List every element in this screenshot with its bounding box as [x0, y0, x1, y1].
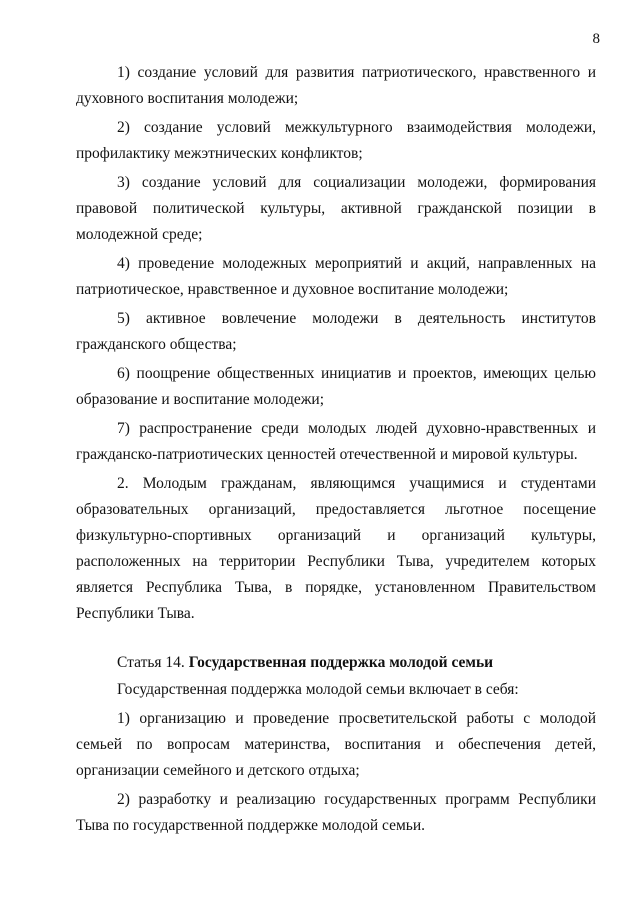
list-item: 3) создание условий для социализации молодежи, формирования правовой политической культуры, активной гражданской позиции в молодежной среде;	[76, 174, 596, 243]
article-title: Государственная поддержка молодой семьи	[188, 654, 494, 671]
list-item: 2) разработку и реализацию государственных программ Республики Тыва по государственной поддержке молодой семьи.	[76, 791, 596, 834]
clause-2: 2. Молодым гражданам, являющимся учащимися и студентами образовательных организаций, предоставляется льготное посещение физкультурно-спортивных организаций и организаций культуры, расположенных на территории Республики Тыва, учредителем которых является Республика Тыва, в порядке, установленном Правительством Республики Тыва.	[76, 475, 596, 622]
list-item: 4) проведение молодежных мероприятий и акций, направленных на патриотическое, нравственное и духовное воспитание молодежи;	[76, 255, 596, 298]
list-item: 6) поощрение общественных инициатив и проектов, имеющих целью образование и воспитание молодежи;	[76, 365, 596, 408]
page-number: 8	[592, 31, 600, 47]
list-item: 1) создание условий для развития патриотического, нравственного и духовного воспитания молодежи;	[76, 64, 596, 107]
list-item: 7) распространение среди молодых людей духовно-нравственных и гражданско-патриотических ценностей отечественной и мировой культуры.	[76, 420, 596, 463]
list-item: 2) создание условий межкультурного взаимодействия молодежи, профилактику межэтнических конфликтов;	[76, 119, 596, 162]
article-heading	[76, 650, 596, 676]
article-intro: Государственная поддержка молодой семьи включает в себя:	[117, 681, 519, 698]
document-body	[76, 60, 596, 842]
list-item: 5) активное вовлечение молодежи в деятельность институтов гражданского общества;	[76, 310, 596, 353]
article-number: Статья 14.	[117, 654, 185, 671]
list-item: 1) организацию и проведение просветительской работы с молодой семьей по вопросам материнства, воспитания и обеспечения детей, организации семейного и детского отдыха;	[76, 710, 596, 779]
